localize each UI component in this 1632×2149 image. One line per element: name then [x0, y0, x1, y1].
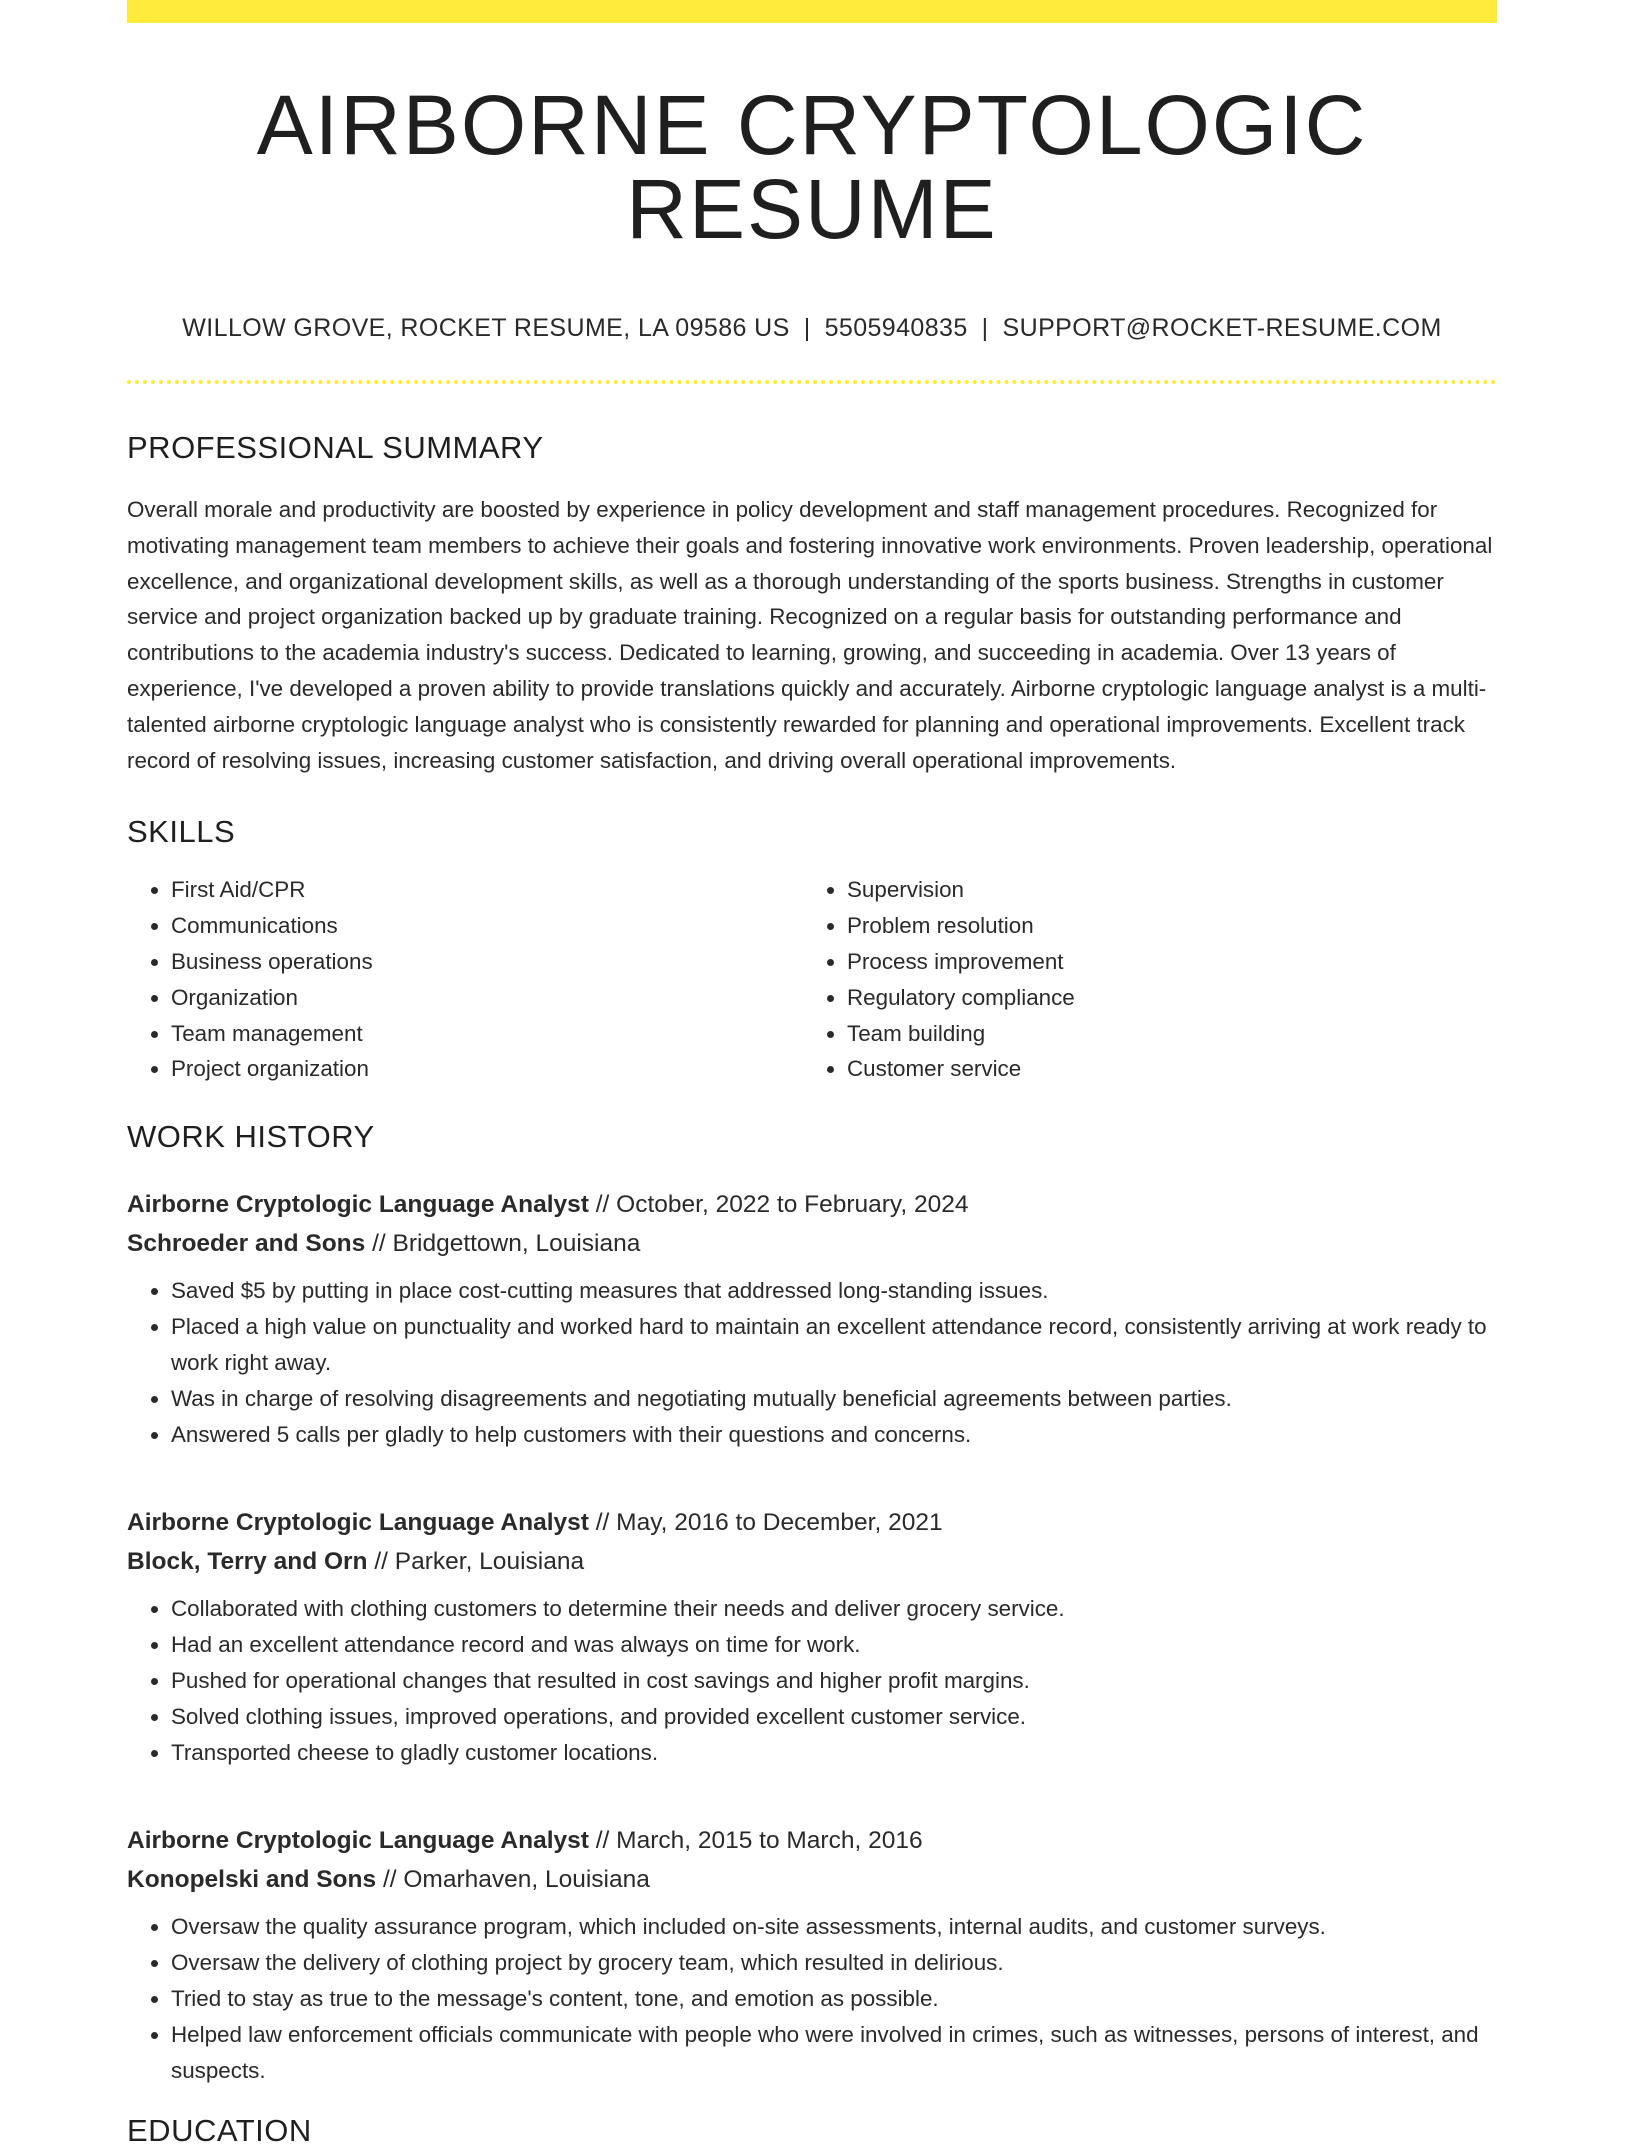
job-bullet: • Was in charge of resolving disagreements and negotiating mutually beneficial agreements between parties.: [171, 1381, 1497, 1417]
job-title-line: [127, 1503, 1497, 1542]
skill-item: • Organization: [171, 980, 801, 1016]
job-bullet: • Transported cheese to gladly customer locations.: [171, 1735, 1497, 1771]
resume-title: AIRBORNE CRYPTOLOGIC RESUME: [256, 78, 1368, 256]
skill-item: • First Aid/CPR: [171, 872, 801, 908]
job-bullet: • Had an excellent attendance record and was always on time for work.: [171, 1627, 1497, 1663]
skill-item: • Problem resolution: [847, 908, 1477, 944]
summary-text: Overall morale and productivity are boosted by experience in policy development and staff management procedures. Recognized for motivating management team members to achieve their goals and fostering innovative work environments. Proven leadership, operational excellence, and organizational development skills, as well as a thorough understanding of the sports business. Strengths in customer service and project organization backed up by graduate training. Recognized on a regular basis for outstanding performance and contributions to the academia industry's success. Dedicated to learning, growing, and succeeding in academia. Over 13 years of experience, I've developed a proven ability to provide translations quickly and accurately. Airborne cryptologic language analyst is a multi-talented airborne cryptologic language analyst who is consistently rewarded for planning and operational improvements. Excellent track record of resolving issues, increasing customer satisfaction, and driving overall operational improvements.: [127, 497, 1493, 773]
job-title: Airborne Cryptologic Language Analyst: [127, 1509, 589, 1537]
skills-column-left: [127, 872, 801, 1087]
job-bullet: • Oversaw the quality assurance program, which included on-site assessments, internal audits, and customer surveys.: [171, 1909, 1497, 1945]
skill-item: • Project organization: [171, 1051, 801, 1087]
job-bullet: • Collaborated with clothing customers to determine their needs and deliver grocery service.: [171, 1591, 1497, 1627]
job-dates: // October, 2022 to February, 2024: [595, 1191, 969, 1219]
job-bullet: • Answered 5 calls per gladly to help customers with their questions and concerns.: [171, 1417, 1497, 1453]
job-bullet: • Solved clothing issues, improved operations, and provided excellent customer service.: [171, 1699, 1497, 1735]
job-location: // Bridgettown, Louisiana: [372, 1230, 641, 1258]
skill-item: • Team management: [171, 1016, 801, 1052]
job-title: Airborne Cryptologic Language Analyst: [127, 1827, 589, 1855]
job-title-line: [127, 1821, 1497, 1860]
contact-line: [127, 314, 1497, 343]
contact-email[interactable]: SUPPORT@ROCKET-RESUME.COM: [1002, 314, 1442, 342]
section-heading-education: EDUCATION: [127, 2113, 312, 2149]
skill-item: • Team building: [847, 1016, 1477, 1052]
contact-address: WILLOW GROVE, ROCKET RESUME, LA 09586 US: [182, 314, 790, 342]
job-title-line: [127, 1185, 1497, 1224]
job-entry: [127, 1821, 1497, 2089]
job-company-line: [127, 1224, 1497, 1263]
contact-separator: |: [981, 314, 989, 342]
skill-item: • Supervision: [847, 872, 1477, 908]
contact-separator: |: [803, 314, 811, 342]
job-entry: [127, 1185, 1497, 1453]
job-bullets: [127, 1591, 1497, 1771]
job-location: // Omarhaven, Louisiana: [382, 1866, 650, 1894]
job-company: Konopelski and Sons: [127, 1866, 377, 1894]
job-company: Schroeder and Sons: [127, 1230, 366, 1258]
job-title: Airborne Cryptologic Language Analyst: [127, 1191, 589, 1219]
job-bullet: • Tried to stay as true to the message's content, tone, and emotion as possible.: [171, 1981, 1497, 2017]
skill-item: • Communications: [171, 908, 801, 944]
section-heading-skills: SKILLS: [127, 814, 236, 850]
skill-item: • Process improvement: [847, 944, 1477, 980]
job-company-line: [127, 1860, 1497, 1899]
resume-page: [127, 0, 1497, 2149]
dotted-divider: [127, 380, 1497, 384]
job-bullet: • Helped law enforcement officials communicate with people who were involved in crimes, such as witnesses, persons of interest, and suspects.: [171, 2017, 1497, 2089]
job-dates: // May, 2016 to December, 2021: [595, 1509, 943, 1537]
job-company-line: [127, 1542, 1497, 1581]
job-bullet: • Oversaw the delivery of clothing project by grocery team, which resulted in delirious.: [171, 1945, 1497, 1981]
job-bullet: • Saved $5 by putting in place cost-cutting measures that addressed long-standing issues.: [171, 1273, 1497, 1309]
section-heading-summary: PROFESSIONAL SUMMARY: [127, 430, 544, 465]
job-company: Block, Terry and Orn: [127, 1548, 368, 1576]
skill-item: • Customer service: [847, 1051, 1477, 1087]
job-bullet: • Pushed for operational changes that resulted in cost savings and higher profit margins.: [171, 1663, 1497, 1699]
job-bullets: [127, 1909, 1497, 2089]
skills-column-right: [801, 872, 1477, 1087]
job-location: // Parker, Louisiana: [374, 1548, 585, 1576]
contact-phone[interactable]: 5505940835: [824, 314, 968, 342]
accent-top-bar: [127, 0, 1497, 23]
skill-item: • Business operations: [171, 944, 801, 980]
job-entry: [127, 1503, 1497, 1771]
job-bullet: • Placed a high value on punctuality and worked hard to maintain an excellent attendance record, consistently arriving at work ready to work right away.: [171, 1309, 1497, 1381]
job-bullets: [127, 1273, 1497, 1453]
job-dates: // March, 2015 to March, 2016: [595, 1827, 923, 1855]
section-heading-work-history: WORK HISTORY: [127, 1119, 375, 1155]
skill-item: • Regulatory compliance: [847, 980, 1477, 1016]
skills-list: [127, 872, 1497, 1087]
